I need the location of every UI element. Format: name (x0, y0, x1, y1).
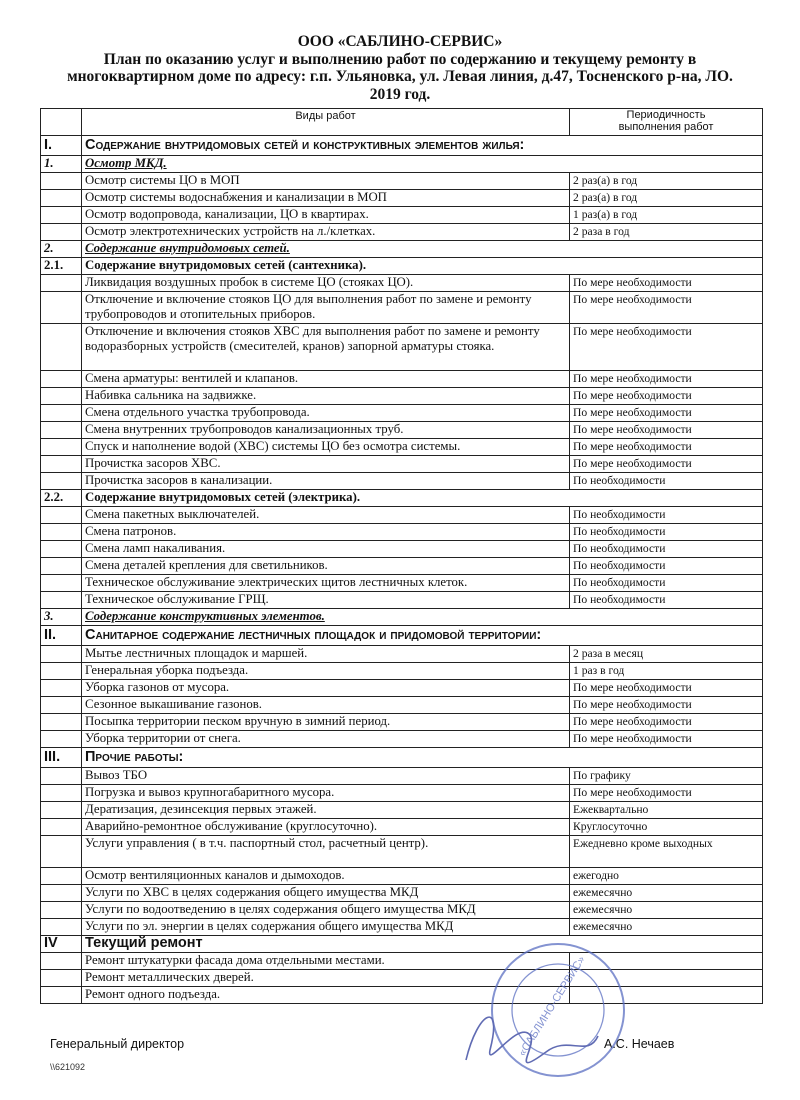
section-3-row-title-cell (82, 748, 763, 768)
table-row (41, 680, 763, 697)
table-row (41, 292, 763, 324)
row-number-cell (41, 507, 82, 524)
periodicity-cell: По необходимости (570, 507, 763, 524)
table-row (41, 405, 763, 422)
periodicity-cell: По мере необходимости (570, 275, 763, 292)
periodicity-cell: 2 раза в год (570, 224, 763, 241)
header-work-cell: Виды работ (82, 109, 570, 136)
document-header (40, 33, 760, 103)
work-type-cell: Генеральная уборка подъезда. (82, 663, 570, 680)
work-type-cell: Услуги управления ( в т.ч. паспортный стол, расчетный центр). (82, 836, 570, 868)
row-number-cell (41, 953, 82, 970)
table-row (41, 324, 763, 371)
subsection-3-row-number: 3. (41, 609, 82, 626)
row-number-cell (41, 456, 82, 473)
subsection-1-row (41, 156, 763, 173)
work-type-cell: Осмотр электротехнических устройств на л./клетках. (82, 224, 570, 241)
table-row (41, 207, 763, 224)
periodicity-cell: ежемесячно (570, 919, 763, 936)
work-type-cell: Смена ламп накаливания. (82, 541, 570, 558)
periodicity-cell: ежемесячно (570, 885, 763, 902)
row-number-cell (41, 697, 82, 714)
row-number-cell (41, 731, 82, 748)
periodicity-cell: 2 раз(а) в год (570, 173, 763, 190)
periodicity-cell: Ежедневно кроме выходных (570, 836, 763, 868)
periodicity-cell: По мере необходимости (570, 371, 763, 388)
row-number-cell (41, 987, 82, 1004)
row-number-cell (41, 868, 82, 885)
signature-mark (466, 1017, 598, 1063)
table-row (41, 819, 763, 836)
subsection-3-row-title: Содержание конструктивных элементов. (85, 609, 325, 623)
table-row (41, 439, 763, 456)
subsection-3-row-title-cell (82, 609, 763, 626)
row-number-cell (41, 802, 82, 819)
section-1-row-title-cell (82, 136, 763, 156)
work-type-cell: Отключение и включение стояков ЦО для выполнения работ по замене и ремонту трубопроводов и отопительных приборов. (82, 292, 570, 324)
subsection-2-row-number: 2. (41, 241, 82, 258)
header-period-line-1: Периодичность (626, 109, 706, 121)
header-number-cell (41, 109, 82, 136)
subsection-1-row-title-cell (82, 156, 763, 173)
row-number-cell (41, 371, 82, 388)
table-row (41, 173, 763, 190)
row-number-cell (41, 173, 82, 190)
row-number-cell (41, 902, 82, 919)
table-row (41, 987, 763, 1004)
work-type-cell: Погрузка и вывоз крупногабаритного мусора. (82, 785, 570, 802)
subsection-2-row (41, 241, 763, 258)
section-1-row (41, 136, 763, 156)
work-type-cell: Уборка газонов от мусора. (82, 680, 570, 697)
periodicity-cell: По необходимости (570, 524, 763, 541)
subsection-2-row-title-cell (82, 241, 763, 258)
row-number-cell (41, 275, 82, 292)
table-row (41, 646, 763, 663)
work-type-cell: Техническое обслуживание ГРЩ. (82, 592, 570, 609)
work-type-cell: Посыпка территории песком вручную в зимний период. (82, 714, 570, 731)
periodicity-cell (570, 987, 763, 1004)
table-row (41, 697, 763, 714)
director-position: Генеральный директор (50, 1037, 185, 1051)
table-row (41, 422, 763, 439)
periodicity-cell: По мере необходимости (570, 697, 763, 714)
table-row (41, 558, 763, 575)
periodicity-cell: Круглосуточно (570, 819, 763, 836)
table-row (41, 919, 763, 936)
periodicity-cell: По мере необходимости (570, 324, 763, 371)
row-number-cell (41, 207, 82, 224)
section-2-row (41, 626, 763, 646)
work-type-cell: Осмотр системы ЦО в МОП (82, 173, 570, 190)
work-type-cell: Прочистка засоров ХВС. (82, 456, 570, 473)
subsection-2-1-row-number: 2.1. (41, 258, 82, 275)
periodicity-cell: Ежеквартально (570, 802, 763, 819)
row-number-cell (41, 405, 82, 422)
periodicity-cell: По мере необходимости (570, 731, 763, 748)
table-row (41, 224, 763, 241)
subsection-2-2-row-number: 2.2. (41, 490, 82, 507)
section-2-row-number: II. (41, 626, 82, 646)
header-period-line-2: выполнения работ (618, 121, 714, 133)
section-2-row-title-cell (82, 626, 763, 646)
row-number-cell (41, 324, 82, 371)
table-row (41, 456, 763, 473)
table-row (41, 785, 763, 802)
periodicity-cell: 1 раз в год (570, 663, 763, 680)
periodicity-cell: По мере необходимости (570, 388, 763, 405)
section-3-row (41, 748, 763, 768)
section-4-row (41, 936, 763, 953)
periodicity-cell: По необходимости (570, 592, 763, 609)
periodicity-cell: По мере необходимости (570, 680, 763, 697)
periodicity-cell: По графику (570, 768, 763, 785)
header-period-cell (570, 109, 763, 136)
work-type-cell: Услуги по водоотведению в целях содержания общего имущества МКД (82, 902, 570, 919)
work-type-cell: Ремонт одного подъезда. (82, 987, 570, 1004)
work-type-cell: Уборка территории от снега. (82, 731, 570, 748)
periodicity-cell: ежемесячно (570, 902, 763, 919)
row-number-cell (41, 388, 82, 405)
periodicity-cell: 1 раз(а) в год (570, 207, 763, 224)
row-number-cell (41, 558, 82, 575)
work-type-cell: Аварийно-ремонтное обслуживание (круглосуточно). (82, 819, 570, 836)
periodicity-cell: По мере необходимости (570, 439, 763, 456)
work-type-cell: Осмотр водопровода, канализации, ЦО в квартирах. (82, 207, 570, 224)
subsection-2-2-row-title-cell (82, 490, 763, 507)
section-1-row-number: I. (41, 136, 82, 156)
periodicity-cell: По необходимости (570, 473, 763, 490)
subsection-2-2-row-title: Содержание внутридомовых сетей (электрика). (85, 490, 361, 504)
stamp-center-text: «САБЛИНО-СЕРВИС» (516, 954, 588, 1059)
row-number-cell (41, 836, 82, 868)
periodicity-cell: По мере необходимости (570, 405, 763, 422)
work-type-cell: Смена внутренних трубопроводов канализационных труб. (82, 422, 570, 439)
row-number-cell (41, 768, 82, 785)
row-number-cell (41, 680, 82, 697)
plan-title-line-3: 2019 год. (369, 85, 431, 103)
table-row (41, 190, 763, 207)
work-type-cell: Смена патронов. (82, 524, 570, 541)
work-type-cell: Сезонное выкашивание газонов. (82, 697, 570, 714)
section-4-row-number: IV (41, 936, 82, 953)
periodicity-cell (570, 953, 763, 970)
periodicity-cell: По необходимости (570, 541, 763, 558)
table-row (41, 524, 763, 541)
subsection-2-1-row-title-cell (82, 258, 763, 275)
subsection-2-1-row (41, 258, 763, 275)
work-type-cell: Услуги по эл. энергии в целях содержания общего имущества МКД (82, 919, 570, 936)
work-type-cell: Услуги по ХВС в целях содержания общего имущества МКД (82, 885, 570, 902)
work-type-cell: Спуск и наполнение водой (ХВС) системы ЦО без осмотра системы. (82, 439, 570, 456)
plan-title-line-1: План по оказанию услуг и выполнению работ по содержанию и текущему ремонту в (103, 50, 697, 68)
work-type-cell: Дератизация, дезинсекция первых этажей. (82, 802, 570, 819)
row-number-cell (41, 524, 82, 541)
row-number-cell (41, 819, 82, 836)
row-number-cell (41, 785, 82, 802)
periodicity-cell: По необходимости (570, 575, 763, 592)
table-row (41, 868, 763, 885)
table-row (41, 592, 763, 609)
row-number-cell (41, 970, 82, 987)
table-row (41, 885, 763, 902)
work-type-cell: Ремонт штукатурки фасада дома отдельными местами. (82, 953, 570, 970)
periodicity-cell: По мере необходимости (570, 422, 763, 439)
row-number-cell (41, 473, 82, 490)
work-type-cell: Отключение и включения стояков ХВС для выполнения работ по замене и ремонту водоразборных устройств (смесителей, кранов) запорной арматуры стояка. (82, 324, 570, 371)
work-type-cell: Набивка сальника на задвижке. (82, 388, 570, 405)
works-plan-table (40, 108, 763, 1004)
subsection-3-row (41, 609, 763, 626)
row-number-cell (41, 646, 82, 663)
work-type-cell: Смена арматуры: вентилей и клапанов. (82, 371, 570, 388)
subsection-1-row-title: Осмотр МКД. (85, 156, 167, 170)
work-type-cell: Смена деталей крепления для светильников. (82, 558, 570, 575)
table-row (41, 953, 763, 970)
table-header-row (41, 109, 763, 136)
table-row (41, 731, 763, 748)
row-number-cell (41, 714, 82, 731)
periodicity-cell: 2 раза в месяц (570, 646, 763, 663)
row-number-cell (41, 663, 82, 680)
row-number-cell (41, 292, 82, 324)
row-number-cell (41, 190, 82, 207)
periodicity-cell: 2 раз(а) в год (570, 190, 763, 207)
work-type-cell: Вывоз ТБО (82, 768, 570, 785)
table-row (41, 275, 763, 292)
work-type-cell: Прочистка засоров в канализации. (82, 473, 570, 490)
subsection-2-2-row (41, 490, 763, 507)
periodicity-cell (570, 970, 763, 987)
plan-title-line-2: многоквартирном доме по адресу: г.п. Ульяновка, ул. Левая линия, д.47, Тосненского р-на, ЛО. (67, 68, 733, 85)
document-code: \\621092 (50, 1062, 86, 1072)
periodicity-cell: По мере необходимости (570, 785, 763, 802)
periodicity-cell: По необходимости (570, 558, 763, 575)
director-name: А.С. Нечаев (604, 1037, 675, 1051)
section-3-row-title: Прочие работы: (85, 749, 184, 765)
subsection-2-1-row-title: Содержание внутридомовых сетей (сантехника). (85, 258, 367, 272)
table-row (41, 507, 763, 524)
periodicity-cell: По мере необходимости (570, 456, 763, 473)
work-type-cell: Ремонт металлических дверей. (82, 970, 570, 987)
table-row (41, 714, 763, 731)
table-row (41, 388, 763, 405)
periodicity-cell: По мере необходимости (570, 292, 763, 324)
row-number-cell (41, 422, 82, 439)
table-row (41, 575, 763, 592)
subsection-2-row-title: Содержание внутридомовых сетей. (85, 241, 290, 255)
section-1-row-title: Содержание внутридомовых сетей и конструктивных элементов жилья: (85, 137, 525, 153)
row-number-cell (41, 575, 82, 592)
row-number-cell (41, 919, 82, 936)
table-row (41, 902, 763, 919)
organization-name: ООО «САБЛИНО-СЕРВИС» (297, 33, 503, 50)
row-number-cell (41, 592, 82, 609)
table-row (41, 663, 763, 680)
row-number-cell (41, 885, 82, 902)
section-4-row-title: Текущий ремонт (85, 935, 203, 951)
table-row (41, 836, 763, 868)
section-4-row-title-cell (82, 936, 763, 953)
table-row (41, 473, 763, 490)
row-number-cell (41, 224, 82, 241)
work-type-cell: Мытье лестничных площадок и маршей. (82, 646, 570, 663)
table-row (41, 970, 763, 987)
work-type-cell: Техническое обслуживание электрических щитов лестничных клеток. (82, 575, 570, 592)
section-2-row-title: Санитарное содержание лестничных площадок и придомовой территории: (85, 627, 542, 643)
table-row (41, 371, 763, 388)
work-type-cell: Осмотр вентиляционных каналов и дымоходов. (82, 868, 570, 885)
table-row (41, 541, 763, 558)
row-number-cell (41, 439, 82, 456)
table-row (41, 768, 763, 785)
periodicity-cell: ежегодно (570, 868, 763, 885)
work-type-cell: Ликвидация воздушных пробок в системе ЦО (стояках ЦО). (82, 275, 570, 292)
work-type-cell: Смена отдельного участка трубопровода. (82, 405, 570, 422)
work-type-cell: Смена пакетных выключателей. (82, 507, 570, 524)
table-row (41, 802, 763, 819)
subsection-1-row-number: 1. (41, 156, 82, 173)
row-number-cell (41, 541, 82, 558)
work-type-cell: Осмотр системы водоснабжения и канализации в МОП (82, 190, 570, 207)
section-3-row-number: III. (41, 748, 82, 768)
periodicity-cell: По мере необходимости (570, 714, 763, 731)
